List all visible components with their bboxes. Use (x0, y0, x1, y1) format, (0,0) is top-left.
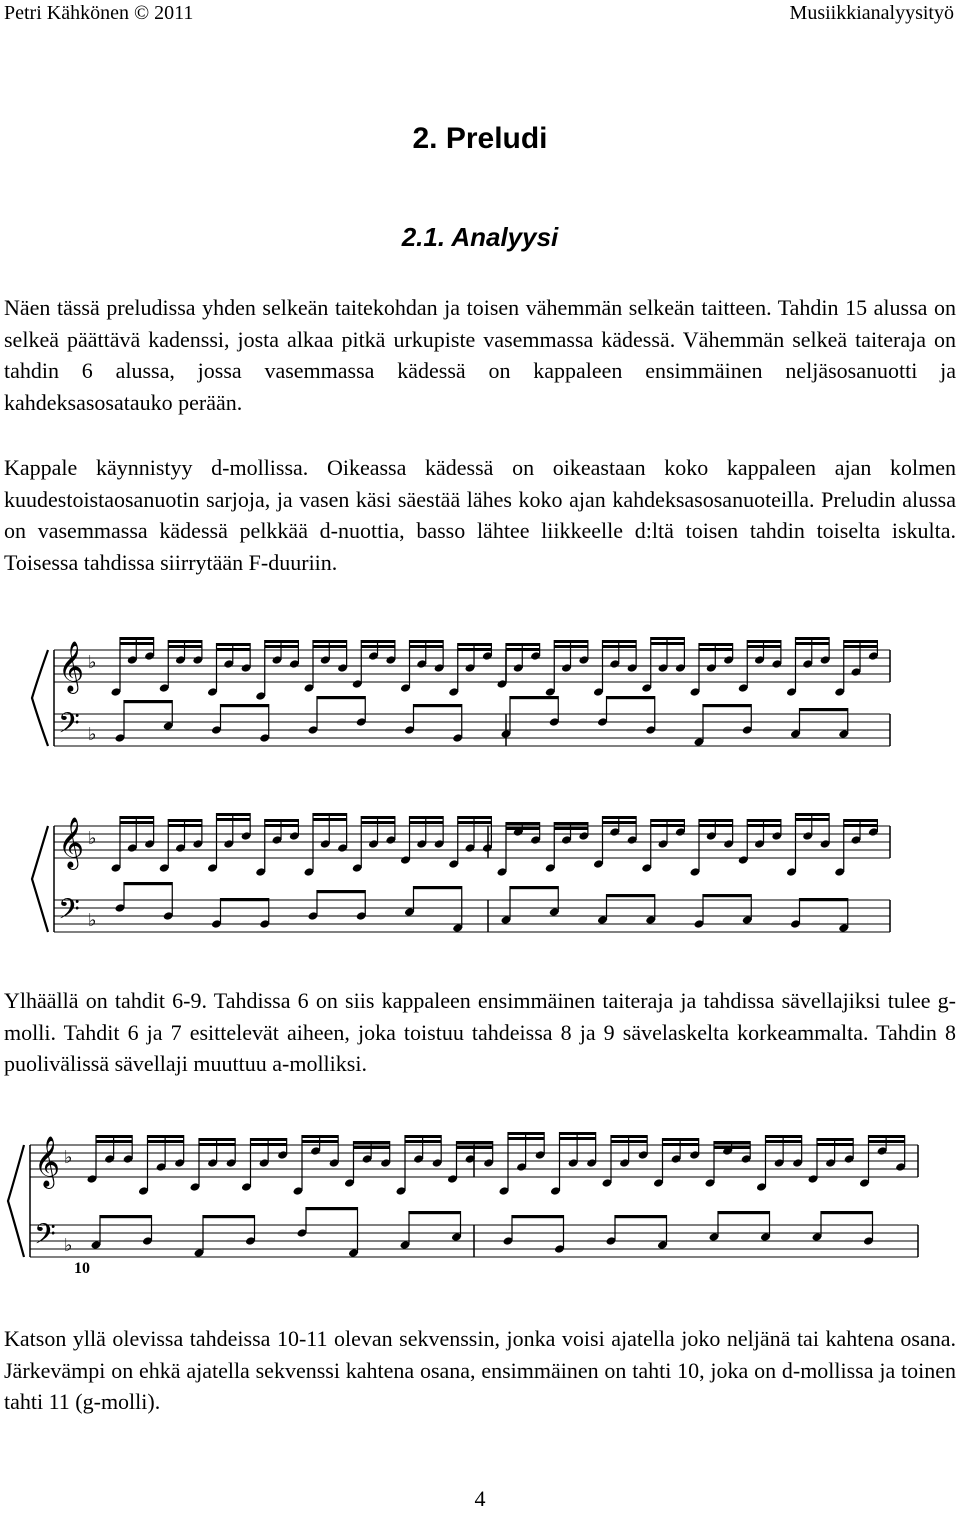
paragraph-1: Näen tässä preludissa yhden selkeän taitekohdan ja toisen vähemmän selkeän taitteen. Tahdin 15 alussa on selkeä päättävä kadenssi, josta alkaa pitkä urkupiste vasemmassa kädessä. Vähemmän selkeä taiteraja on tahdin 6 alussa, jossa vasemmassa kädessä on kappaleen ensimmäinen neljäsosanuotti ja kahdeksasosatauko perään. (4, 295, 956, 415)
music-score-measures-2-5 (0, 630, 960, 760)
paragraph-4: Katson yllä olevissa tahdeissa 10-11 olevan sekvenssin, jonka voisi ajatella joko neljänä tai kahtena osana. Järkevämpi on ehkä ajatella sekvenssi kahtena osana, ensimmäinen on tahti 10, joka on d-mollissa ja toinen tahti 11 (g-molli). (4, 1326, 956, 1414)
section-title: 2. Preludi (412, 122, 548, 155)
flat-icon: ♭ (88, 652, 97, 673)
bass-clef-icon: 𝄢 (34, 1218, 56, 1258)
section-subtitle: 2.1. Analyysi (401, 222, 559, 252)
flat-icon: ♭ (64, 1147, 73, 1168)
flat-icon: ♭ (88, 828, 97, 849)
header-author: Petri Kähkönen © 2011 (4, 2, 194, 24)
music-score-measures-6-9 (0, 812, 960, 952)
staff-system (8, 1132, 918, 1258)
staff-system (32, 637, 890, 747)
measure-number: 10 (74, 1260, 90, 1277)
paragraph-2: Kappale käynnistyy d-mollissa. Oikeassa kädessä on oikeastaan koko kappaleen ajan kolmen kuudestoistaosanuotin sarjoja, ja vasen käsi säestää lähes koko ajan kahdeksasosanuoteilla. Preludin alussa on vasemmassa kädessä pelkkää d-nuottia, basso lähtee liikkeelle d:ltä toisen tahdin toiselta iskulta. Toisessa tahdissa siirrytään F-duuriin. (4, 455, 956, 575)
bass-clef-icon: 𝄢 (58, 707, 80, 747)
flat-icon: ♭ (88, 910, 97, 931)
bass-clef-icon: 𝄢 (58, 893, 80, 933)
music-score-measures-10-11 (0, 1115, 960, 1290)
flat-icon: ♭ (64, 1235, 73, 1256)
paragraph-3: Ylhäällä on tahdit 6-9. Tahdissa 6 on siis kappaleen ensimmäinen taiteraja ja tahdissa sävellajiksi tulee g-molli. Tahdit 6 ja 7 esittelevät aiheen, joka toistuu tahdeissa 8 ja 9 sävelaskelta korkeammalta. Tahdin 8 puolivälissä sävellaji muuttuu a-molliksi. (4, 988, 956, 1076)
staff-system (32, 813, 890, 933)
page-number: 4 (474, 1486, 486, 1511)
treble-clef-icon: 𝄞 (34, 1136, 61, 1187)
flat-icon: ♭ (88, 724, 97, 745)
header-title: Musiikkianalyysityö (789, 2, 954, 24)
treble-clef-icon: 𝄞 (58, 641, 85, 692)
treble-clef-icon: 𝄞 (58, 817, 85, 868)
